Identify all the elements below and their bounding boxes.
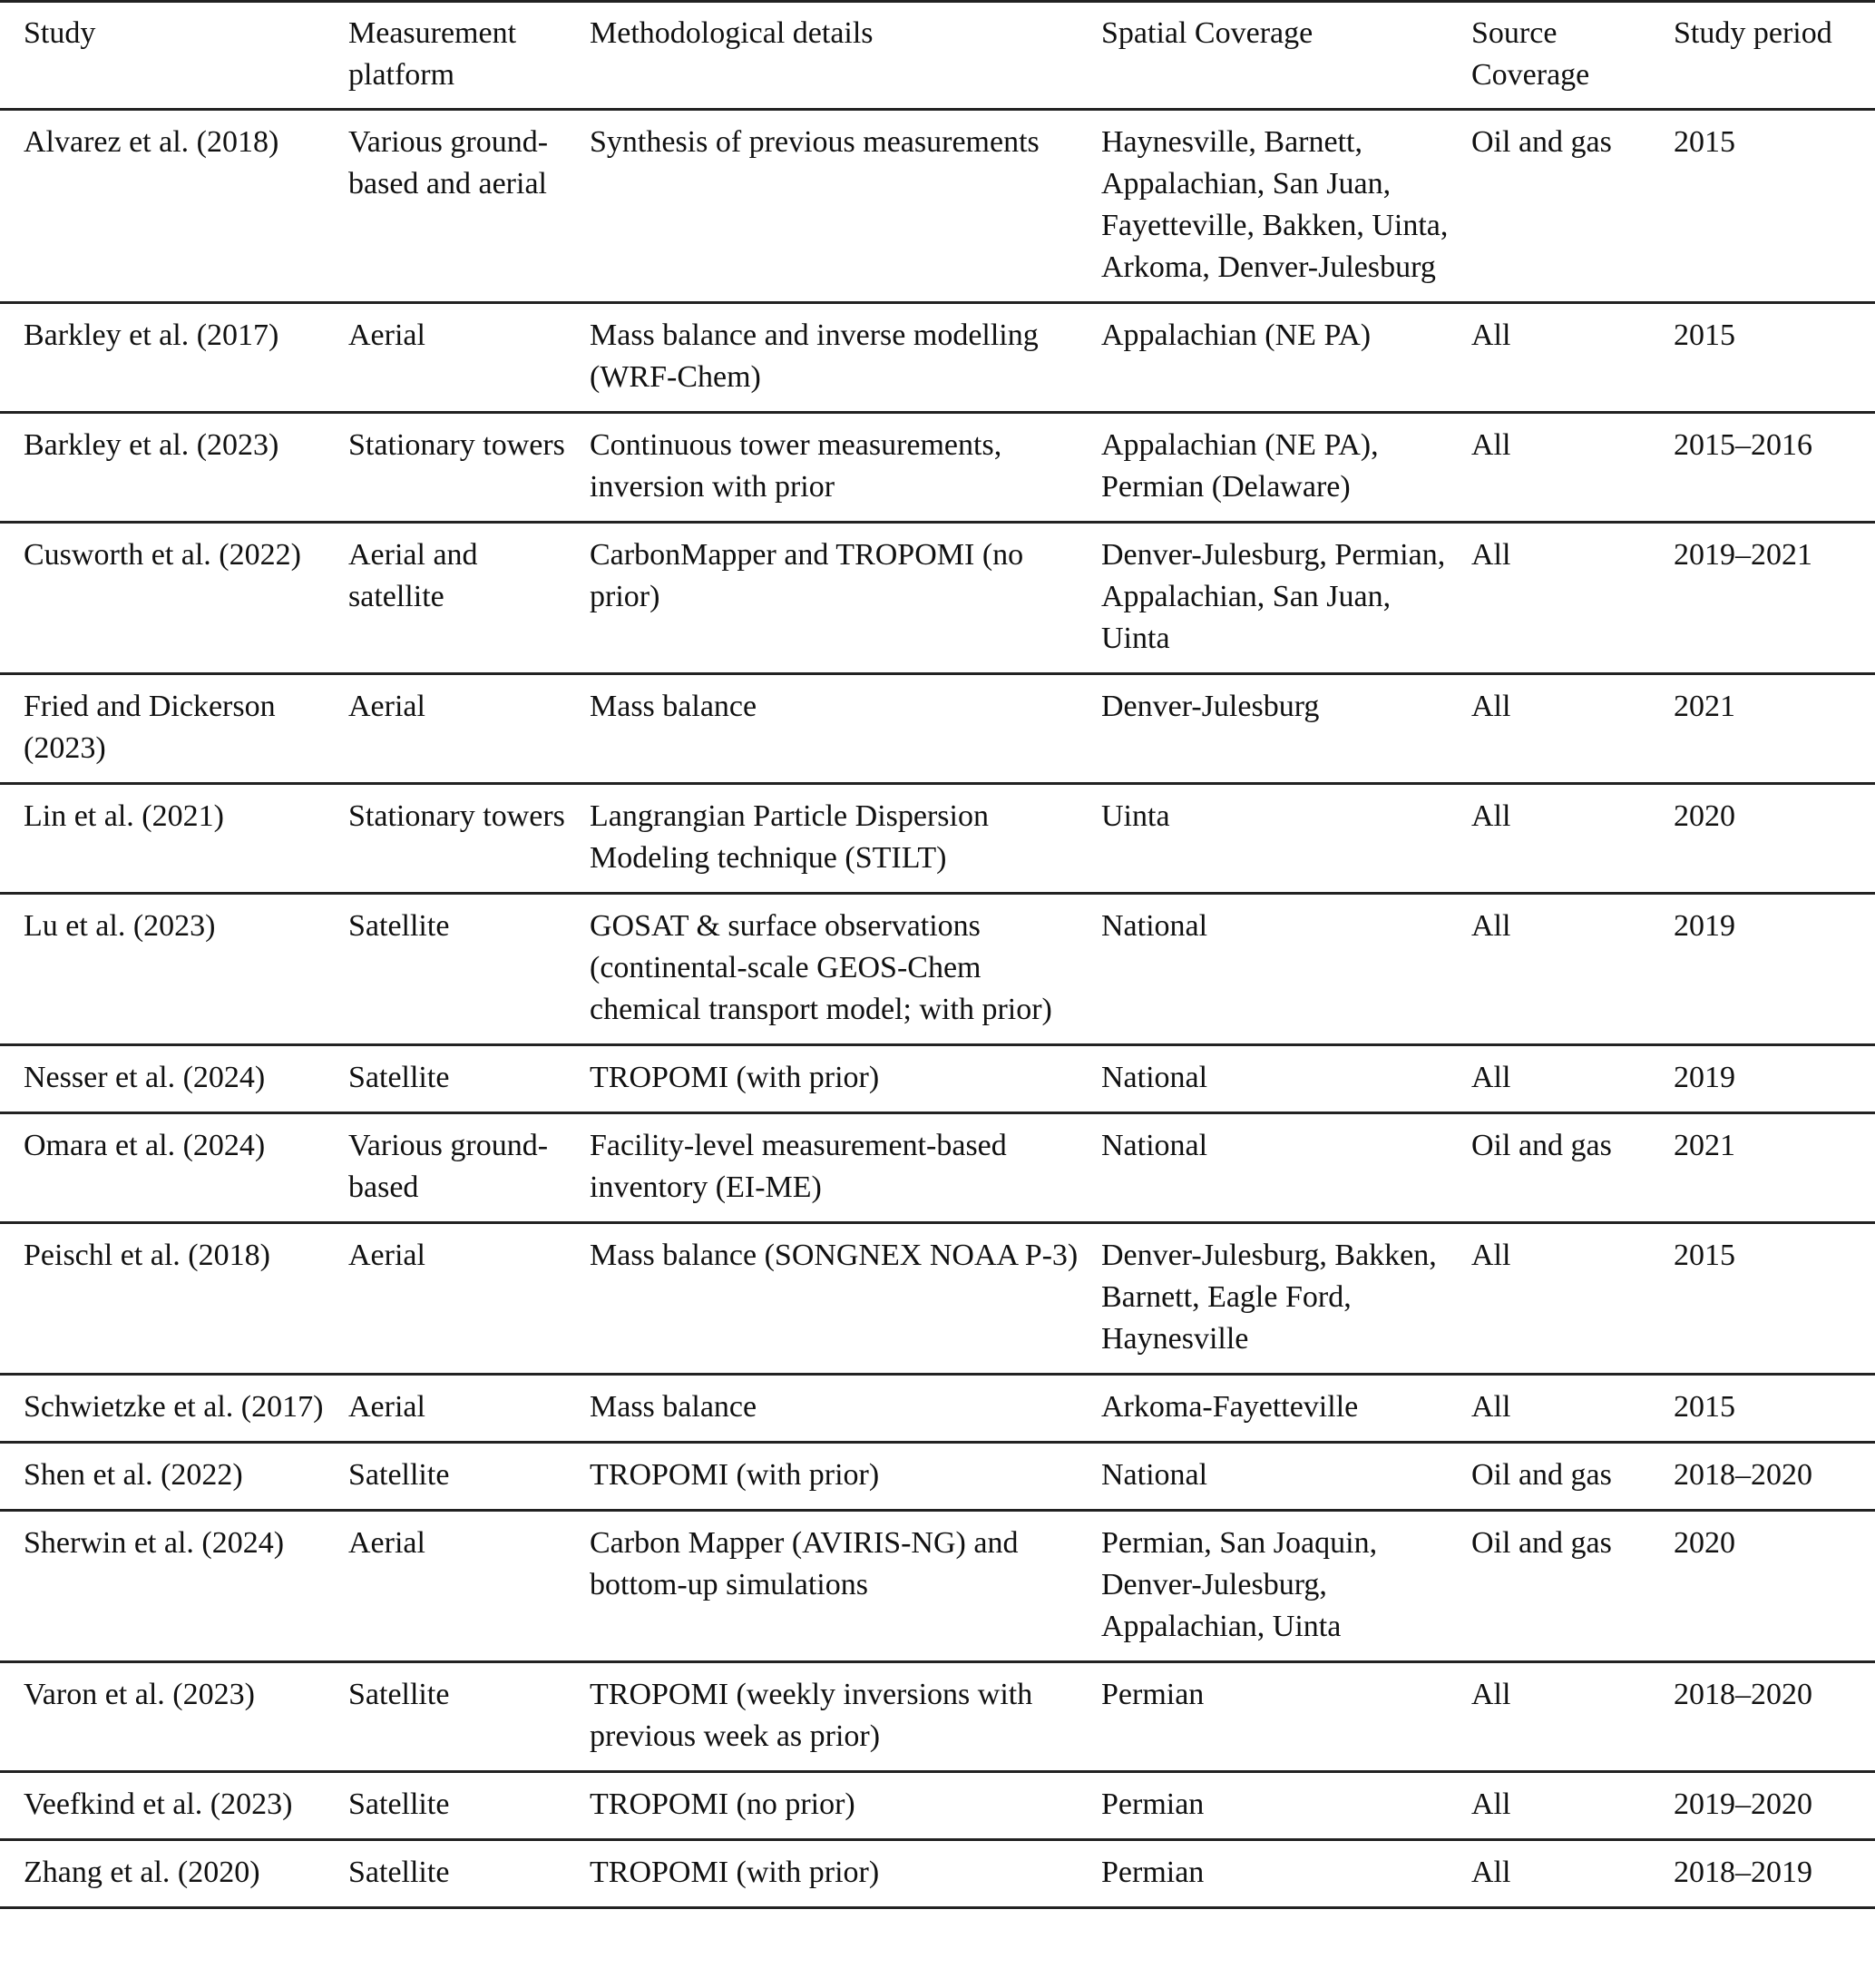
cell-method: Synthesis of previous measurements — [590, 125, 1040, 159]
cell-method: Mass balance — [590, 690, 757, 723]
cell-spatial: Permian — [1101, 1787, 1205, 1821]
table-row — [0, 413, 1875, 523]
cell-spatial: Permian — [1101, 1856, 1205, 1889]
cell-platform: Satellite — [348, 909, 450, 943]
cell-platform: Various ground-based and aerial — [348, 125, 549, 201]
cell-source: All — [1471, 909, 1511, 943]
table-row — [0, 1772, 1875, 1840]
cell-method: Facility-level measurement-based inventory (EI-ME) — [590, 1129, 1007, 1204]
cell-source: Oil and gas — [1471, 1526, 1612, 1560]
cell-method: TROPOMI (with prior) — [590, 1856, 880, 1889]
cell-method: Mass balance — [590, 1390, 757, 1424]
table-row — [0, 1511, 1875, 1662]
cell-period: 2018–2020 — [1674, 1678, 1812, 1711]
cell-platform: Satellite — [348, 1678, 450, 1711]
cell-platform: Aerial — [348, 1390, 425, 1424]
cell-source: All — [1471, 428, 1511, 462]
cell-spatial: Permian — [1101, 1678, 1205, 1711]
cell-source: All — [1471, 799, 1511, 833]
table-row — [0, 674, 1875, 784]
cell-method: TROPOMI (with prior) — [590, 1458, 880, 1492]
cell-spatial: Haynesville, Barnett, Appalachian, San Juan, Fayetteville, Bakken, Uinta, Arkoma, Denver-Julesburg — [1101, 125, 1449, 284]
table-row — [0, 1223, 1875, 1375]
cell-method: TROPOMI (no prior) — [590, 1787, 855, 1821]
header-measurement-platform: Measurement platform — [348, 16, 517, 92]
cell-period: 2015 — [1674, 318, 1735, 352]
cell-period: 2020 — [1674, 1526, 1735, 1560]
cell-platform: Satellite — [348, 1856, 450, 1889]
cell-source: All — [1471, 1856, 1511, 1889]
cell-study: Nesser et al. (2024) — [24, 1061, 266, 1094]
table-row — [0, 784, 1875, 894]
cell-method: GOSAT & surface observations (continental-scale GEOS-Chem chemical transport model; with prior) — [590, 909, 1052, 1026]
cell-source: All — [1471, 318, 1511, 352]
cell-study: Lu et al. (2023) — [24, 909, 216, 943]
cell-period: 2020 — [1674, 799, 1735, 833]
cell-platform: Satellite — [348, 1061, 450, 1094]
cell-study: Fried and Dickerson (2023) — [24, 690, 276, 765]
cell-method: CarbonMapper and TROPOMI (no prior) — [590, 538, 1024, 613]
cell-source: All — [1471, 1061, 1511, 1094]
header-source-coverage: Source Coverage — [1471, 16, 1590, 92]
cell-period: 2019 — [1674, 909, 1735, 943]
cell-study: Omara et al. (2024) — [24, 1129, 266, 1162]
cell-period: 2015–2016 — [1674, 428, 1812, 462]
cell-study: Lin et al. (2021) — [24, 799, 224, 833]
table-row — [0, 1443, 1875, 1511]
table-row — [0, 523, 1875, 674]
cell-study: Barkley et al. (2023) — [24, 428, 279, 462]
header-study: Study — [24, 16, 96, 50]
cell-period: 2019–2020 — [1674, 1787, 1812, 1821]
table-row — [0, 1045, 1875, 1113]
cell-method: TROPOMI (with prior) — [590, 1061, 880, 1094]
cell-spatial: National — [1101, 1061, 1208, 1094]
cell-method: TROPOMI (weekly inversions with previous week as prior) — [590, 1678, 1033, 1753]
cell-study: Cusworth et al. (2022) — [24, 538, 301, 572]
cell-spatial: National — [1101, 1458, 1208, 1492]
cell-platform: Aerial — [348, 690, 425, 723]
cell-period: 2019–2021 — [1674, 538, 1812, 572]
cell-study: Alvarez et al. (2018) — [24, 125, 279, 159]
cell-spatial: Uinta — [1101, 799, 1170, 833]
cell-platform: Various ground-based — [348, 1129, 549, 1204]
cell-period: 2015 — [1674, 1390, 1735, 1424]
cell-source: All — [1471, 1239, 1511, 1272]
cell-study: Shen et al. (2022) — [24, 1458, 243, 1492]
cell-source: All — [1471, 1787, 1511, 1821]
cell-spatial: Appalachian (NE PA) — [1101, 318, 1372, 352]
cell-study: Peischl et al. (2018) — [24, 1239, 270, 1272]
cell-method: Carbon Mapper (AVIRIS-NG) and bottom-up simulations — [590, 1526, 1019, 1601]
cell-source: All — [1471, 690, 1511, 723]
table-row — [0, 894, 1875, 1045]
table-body — [0, 110, 1875, 1908]
cell-study: Varon et al. (2023) — [24, 1678, 255, 1711]
cell-platform: Satellite — [348, 1458, 450, 1492]
cell-source: Oil and gas — [1471, 1458, 1612, 1492]
cell-method: Continuous tower measurements, inversion with prior — [590, 428, 1002, 504]
table-row — [0, 1662, 1875, 1772]
cell-study: Veefkind et al. (2023) — [24, 1787, 293, 1821]
cell-spatial: National — [1101, 909, 1208, 943]
table-header — [0, 2, 1875, 110]
cell-period: 2015 — [1674, 1239, 1735, 1272]
cell-platform: Stationary towers — [348, 799, 565, 833]
cell-study: Sherwin et al. (2024) — [24, 1526, 285, 1560]
cell-platform: Aerial — [348, 1526, 425, 1560]
cell-spatial: Denver-Julesburg, Permian, Appalachian, San Juan, Uinta — [1101, 538, 1446, 655]
cell-period: 2021 — [1674, 1129, 1735, 1162]
table-row — [0, 1113, 1875, 1223]
cell-period: 2015 — [1674, 125, 1735, 159]
cell-source: All — [1471, 1390, 1511, 1424]
header-spatial-coverage: Spatial Coverage — [1101, 16, 1313, 50]
cell-method: Langrangian Particle Dispersion Modeling technique (STILT) — [590, 799, 989, 875]
cell-spatial: Appalachian (NE PA), Permian (Delaware) — [1101, 428, 1379, 504]
cell-source: Oil and gas — [1471, 1129, 1612, 1162]
cell-period: 2021 — [1674, 690, 1735, 723]
cell-period: 2019 — [1674, 1061, 1735, 1094]
cell-study: Barkley et al. (2017) — [24, 318, 279, 352]
table-row — [0, 110, 1875, 303]
cell-platform: Stationary towers — [348, 428, 565, 462]
cell-platform: Aerial — [348, 1239, 425, 1272]
cell-spatial: Arkoma-Fayetteville — [1101, 1390, 1359, 1424]
cell-spatial: Permian, San Joaquin, Denver-Julesburg, Appalachian, Uinta — [1101, 1526, 1378, 1643]
header-study-period: Study period — [1674, 16, 1832, 50]
table-row — [0, 1840, 1875, 1908]
cell-source: Oil and gas — [1471, 125, 1612, 159]
cell-platform: Aerial and satellite — [348, 538, 478, 613]
cell-method: Mass balance (SONGNEX NOAA P-3) — [590, 1239, 1079, 1272]
cell-source: All — [1471, 1678, 1511, 1711]
table-row — [0, 1375, 1875, 1443]
cell-spatial: National — [1101, 1129, 1208, 1162]
header-methodological-details: Methodological details — [590, 16, 874, 50]
cell-spatial: Denver-Julesburg, Bakken, Barnett, Eagle Ford, Haynesville — [1101, 1239, 1437, 1356]
cell-period: 2018–2020 — [1674, 1458, 1812, 1492]
table-row — [0, 303, 1875, 413]
cell-spatial: Denver-Julesburg — [1101, 690, 1320, 723]
header-row — [0, 2, 1875, 110]
cell-period: 2018–2019 — [1674, 1856, 1812, 1889]
cell-study: Schwietzke et al. (2017) — [24, 1390, 324, 1424]
cell-source: All — [1471, 538, 1511, 572]
cell-study: Zhang et al. (2020) — [24, 1856, 260, 1889]
cell-platform: Aerial — [348, 318, 425, 352]
cell-method: Mass balance and inverse modelling (WRF-Chem) — [590, 318, 1039, 394]
cell-platform: Satellite — [348, 1787, 450, 1821]
